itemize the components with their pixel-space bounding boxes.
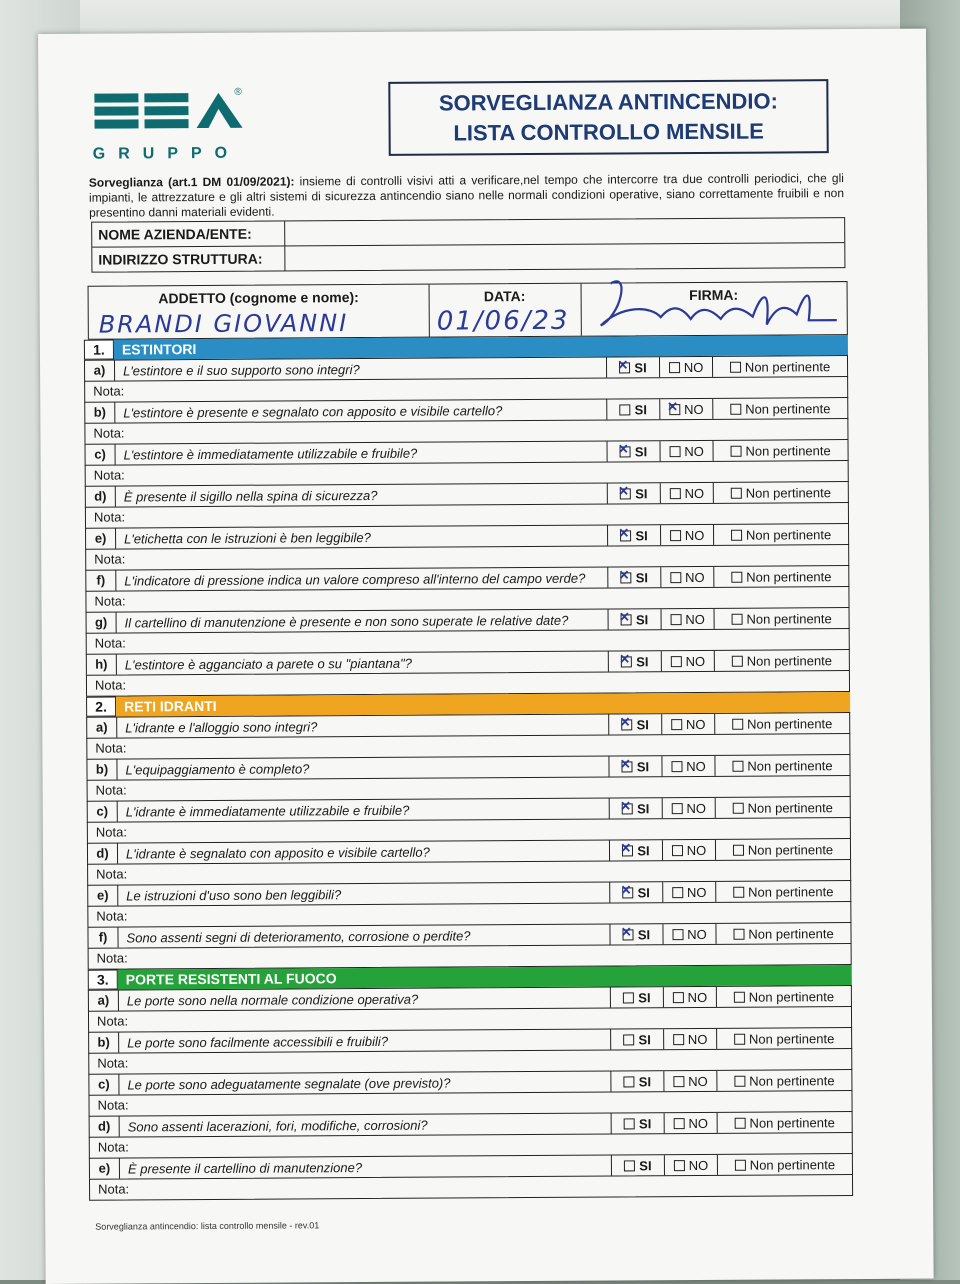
item-question: L'estintore è presente e segnalato con apposito e visibile cartello? [123,402,503,420]
option-label: NO [686,884,707,900]
checkbox-icon[interactable] [731,529,742,540]
checkbox-icon[interactable] [672,929,683,940]
option-label: SI [639,1157,652,1173]
checked-box-icon[interactable] [623,929,634,940]
nota-row[interactable]: Nota: [85,586,849,612]
form-sheet [38,29,934,1284]
option-label: SI [637,884,650,900]
checked-box-icon[interactable] [623,887,634,898]
option-si[interactable] [609,924,662,944]
option-np[interactable] [713,482,848,503]
company-name-label: NOME AZIENDA/ENTE: [92,221,285,246]
option-label: SI [638,989,651,1005]
option-label: Non pertinente [748,925,834,942]
title-line-1: SORVEGLIANZA ANTINCENDIO: [438,88,778,116]
option-label: SI [636,716,649,732]
checkbox-icon[interactable] [669,362,680,373]
option-np[interactable] [715,839,850,860]
checkbox-icon[interactable] [730,445,741,456]
intro-text: insieme di controlli visivi atti a verificare,nel tempo che intercorre tra due controlli periodici, che gli impianti, le attrezzature e gli altri sistemi di sicurezza antincendio siano nelle normali condizioni operative, siano correttamente fruibili e non presentino danni materiali evidenti. [88,171,845,220]
option-np[interactable] [714,713,849,734]
option-si[interactable] [609,840,662,860]
checkbox-icon[interactable] [623,992,634,1003]
checked-box-icon[interactable] [621,614,632,625]
option-label: Non pertinente [749,1114,835,1131]
firma-label: FIRMA: [689,286,739,304]
option-si[interactable] [607,525,660,545]
option-no[interactable] [663,1029,716,1049]
item-question: È presente il sigillo nella spina di sicurezza? [123,487,378,504]
addetto-table [88,281,848,340]
checked-box-icon[interactable] [621,656,632,667]
checked-box-icon[interactable] [619,362,630,373]
item-letter: e) [88,886,118,906]
checkbox-icon[interactable] [734,1033,745,1044]
data-cell[interactable] [429,284,582,337]
checkbox-icon[interactable] [670,530,681,541]
option-no[interactable] [661,756,714,776]
data-handwritten: 01/06/23 [436,305,570,337]
option-label: Non pertinente [746,652,833,669]
section-title: RETI IDRANTI [116,692,850,716]
intro-paragraph [89,171,844,221]
item-question: L'idrante e l'alloggio sono integri? [125,718,318,735]
item-question: L'estintore è agganciato a parete o su "piantana"? [124,655,412,672]
option-si[interactable] [610,1029,663,1049]
nota-row[interactable]: Nota: [86,670,850,697]
section-title: ESTINTORI [114,335,848,359]
nota-row[interactable]: Nota: [87,859,851,885]
option-label: SI [637,842,650,858]
checkbox-icon[interactable] [734,1117,745,1128]
checkbox-icon[interactable] [731,487,742,498]
item-letter: c) [86,445,116,465]
section-number: 1. [84,340,114,360]
item-letter: a) [89,991,119,1011]
nota-row[interactable]: Nota: [84,376,848,402]
item-letter: e) [86,529,116,549]
option-no[interactable] [659,441,712,461]
checkbox-icon[interactable] [733,844,744,855]
addetto-cell[interactable] [89,285,430,339]
option-no[interactable] [661,651,714,671]
option-no[interactable] [660,525,713,545]
option-no[interactable] [662,924,715,944]
checkbox-icon[interactable] [730,403,741,414]
company-address-row [92,243,844,272]
item-question: L'estintore è immediatamente utilizzabile e fruibile? [123,445,418,462]
item-letter: e) [90,1159,120,1179]
item-question: Sono assenti segni di deterioramento, corrosione o perdite? [126,927,471,945]
option-label: NO [685,653,706,669]
option-label: NO [688,1073,708,1089]
option-label: SI [634,359,647,375]
item-letter: g) [87,613,117,633]
option-np[interactable] [717,1154,852,1175]
option-no[interactable] [663,1071,716,1091]
checkbox-icon[interactable] [673,1076,684,1087]
form-title [388,79,828,156]
option-si[interactable] [608,714,661,734]
option-label: NO [684,401,704,417]
nota-row[interactable]: Nota: [89,1174,853,1201]
checkbox-icon[interactable] [672,845,683,856]
option-label: Non pertinente [745,526,832,543]
item-letter: a) [85,361,115,381]
checkbox-icon[interactable] [732,718,743,729]
option-label: Non pertinente [745,484,831,501]
option-label: Non pertinente [748,1030,835,1047]
option-np[interactable] [716,1028,851,1049]
option-np[interactable] [715,923,850,944]
option-label: SI [635,527,648,543]
nota-row[interactable]: Nota: [87,901,851,927]
section-number: 2. [86,697,116,717]
option-label: Non pertinente [745,442,831,459]
option-label: NO [687,1031,708,1047]
nota-row[interactable]: Nota: [84,418,848,444]
option-np[interactable] [712,356,847,377]
option-si[interactable] [608,609,661,629]
option-label: SI [635,611,649,627]
option-no[interactable] [664,1155,717,1175]
checkbox-icon[interactable] [671,761,682,772]
item-letter: d) [88,844,118,864]
option-np[interactable] [713,566,848,587]
checkbox-icon[interactable] [674,1160,685,1171]
option-label: Non pertinente [746,610,832,627]
option-label: NO [685,611,705,627]
option-label: NO [685,569,705,585]
option-si[interactable] [607,441,660,461]
option-label: Non pertinente [746,568,832,585]
title-line-2: LISTA CONTROLLO MENSILE [453,118,764,146]
nota-row[interactable]: Nota: [85,544,849,570]
option-no[interactable] [661,609,714,629]
section-number: 3. [88,970,118,990]
option-label: SI [636,758,650,774]
option-si[interactable] [608,756,661,776]
item-letter: b) [85,403,115,423]
option-label: SI [638,1115,652,1131]
item-letter: h) [87,655,117,675]
item-letter: b) [87,760,117,780]
checkbox-icon[interactable] [731,571,742,582]
checkbox-icon[interactable] [624,1160,635,1171]
checkbox-icon[interactable] [670,572,681,583]
checkbox-icon[interactable] [731,613,742,624]
data-label: DATA: [483,288,526,305]
option-label: NO [686,758,706,774]
item-question: Il cartellino di manutenzione è presente e non sono superate le relative date? [124,612,569,630]
option-np[interactable] [712,440,847,461]
checked-box-icon[interactable] [621,572,632,583]
nota-row[interactable]: Nota: [87,775,851,801]
nota-row[interactable]: Nota: [88,943,852,970]
item-letter: f) [88,928,118,948]
item-question: Le istruzioni d'uso sono ben leggibili? [126,886,342,903]
company-table [91,217,845,273]
company-address-field[interactable] [285,243,844,270]
addetto-label: ADDETTO (cognome e nome): [158,289,359,307]
option-label: NO [687,926,707,942]
option-np[interactable] [716,986,851,1007]
item-question: Sono assenti lacerazioni, fori, modifiche, corrosioni? [127,1117,428,1134]
option-label: Non pertinente [747,841,834,858]
item-letter: d) [86,487,116,507]
nota-row[interactable]: Nota: [88,1048,852,1074]
option-label: NO [686,800,707,816]
checkbox-icon[interactable] [671,803,682,814]
option-no[interactable] [662,798,715,818]
checkbox-icon[interactable] [733,886,744,897]
nota-row[interactable]: Nota: [89,1132,853,1158]
option-label: Non pertinente [748,883,834,900]
option-np[interactable] [714,608,849,629]
option-si[interactable] [606,399,659,419]
option-label: NO [688,1115,708,1131]
checked-box-icon[interactable] [620,446,631,457]
checked-box-icon[interactable] [620,530,631,541]
checkbox-icon[interactable] [673,1118,684,1129]
option-label: NO [685,716,706,732]
nota-row[interactable]: Nota: [88,1090,852,1116]
nota-row[interactable]: Nota: [86,733,850,759]
option-si[interactable] [608,651,661,671]
option-label: NO [688,1157,709,1173]
item-question: L'indicatore di pressione indica un valore compreso all'interno del campo verde? [124,570,586,588]
checkbox-icon[interactable] [669,446,680,457]
item-letter: b) [89,1033,119,1053]
option-label: Non pertinente [747,799,833,816]
option-si[interactable] [609,882,662,902]
item-letter: c) [88,802,118,822]
nota-row[interactable]: Nota: [88,1006,852,1032]
firma-cell[interactable] [581,282,847,336]
option-si[interactable] [606,357,659,377]
footer: Sorveglianza antincendio: lista controllo mensile - rev.01 [95,1220,320,1232]
option-label: SI [637,926,651,942]
checkbox-icon[interactable] [673,1034,684,1045]
option-np[interactable] [712,398,847,419]
nota-row[interactable]: Nota: [87,817,851,843]
option-label: SI [637,800,650,816]
company-address-label: INDIRIZZO STRUTTURA: [92,246,285,271]
item-question: L'etichetta con le istruzioni è ben leggibile? [124,529,371,546]
option-si[interactable] [611,1113,664,1133]
item-letter: c) [89,1075,119,1095]
option-label: Non pertinente [749,1072,835,1089]
option-np[interactable] [713,524,848,545]
checkbox-icon[interactable] [671,656,682,667]
checkbox-icon[interactable] [670,488,681,499]
item-question: L'idrante è immediatamente utilizzabile e fruibile? [125,802,410,819]
checkbox-icon[interactable] [624,1076,635,1087]
option-label: Non pertinente [748,988,835,1005]
option-si[interactable] [607,567,660,587]
addetto-handwritten: BRANDI GIOVANNI [98,309,349,339]
option-label: NO [684,527,705,543]
logo-text: GRUPPO [92,144,241,163]
nota-row[interactable]: Nota: [85,460,849,486]
option-si[interactable] [607,483,660,503]
option-label: SI [635,569,649,585]
option-label: SI [634,401,647,417]
checkbox-icon[interactable] [671,719,682,730]
checked-box-icon[interactable] [622,761,633,772]
checkbox-icon[interactable] [734,991,745,1002]
item-question: L'idrante è segnalato con apposito e visibile cartello? [125,844,430,861]
checked-box-icon[interactable] [622,719,633,730]
registered-mark: ® [234,86,242,98]
option-no[interactable] [664,1113,717,1133]
item-letter: d) [90,1117,120,1137]
checkbox-icon[interactable] [670,614,681,625]
checklist [84,335,853,1201]
option-label: Non pertinente [745,400,831,417]
option-label: SI [638,1031,651,1047]
checkbox-icon[interactable] [730,361,741,372]
nota-row[interactable]: Nota: [85,502,849,528]
checked-box-icon[interactable] [622,803,633,814]
option-si[interactable] [610,987,663,1007]
option-np[interactable] [716,1070,851,1091]
option-np[interactable] [717,1112,852,1133]
item-question: L'equipaggiamento è completo? [125,760,310,777]
option-no[interactable] [663,987,716,1007]
checked-box-icon[interactable] [669,404,680,415]
option-no[interactable] [662,882,715,902]
item-letter: a) [87,718,117,738]
option-label: Non pertinente [744,358,831,375]
checkbox-icon[interactable] [623,1034,634,1045]
intro-bold: Sorveglianza (art.1 DM 01/09/2021): [88,174,295,190]
checkbox-icon[interactable] [673,992,684,1003]
option-label: SI [638,1073,652,1089]
item-question: Le porte sono adeguatamente segnalate (ove previsto)? [127,1075,451,1092]
item-question: Le porte sono facilmente accessibili e fruibili? [127,1033,389,1050]
option-label: NO [684,443,704,459]
option-no[interactable] [660,483,713,503]
checkbox-icon[interactable] [734,1075,745,1086]
option-np[interactable] [715,881,850,902]
checkbox-icon[interactable] [672,887,683,898]
option-label: NO [684,485,705,501]
section-title: PORTE RESISTENTI AL FUOCO [118,965,852,989]
nota-row[interactable]: Nota: [86,628,850,654]
option-np[interactable] [714,650,849,671]
option-label: NO [683,359,704,375]
checkbox-icon[interactable] [620,404,631,415]
checkbox-icon[interactable] [733,928,744,939]
option-si[interactable] [609,798,662,818]
option-si[interactable] [611,1155,664,1175]
checkbox-icon[interactable] [624,1118,635,1129]
checked-box-icon[interactable] [622,845,633,856]
option-label: Non pertinente [747,757,833,774]
checkbox-icon[interactable] [732,760,743,771]
option-np[interactable] [714,755,849,776]
option-label: SI [634,443,648,459]
checkbox-icon[interactable] [733,802,744,813]
checkbox-icon[interactable] [732,655,743,666]
option-no[interactable] [660,567,713,587]
checked-box-icon[interactable] [620,488,631,499]
option-no[interactable] [662,840,715,860]
item-question: L'estintore e il suo supporto sono integri? [123,361,360,378]
option-si[interactable] [610,1071,663,1091]
company-name-field[interactable] [285,218,844,245]
item-letter: f) [86,571,116,591]
option-np[interactable] [715,797,850,818]
option-label: Non pertinente [747,715,833,732]
option-no[interactable] [659,357,712,377]
option-label: SI [635,485,648,501]
option-label: Non pertinente [749,1156,836,1173]
option-label: SI [636,653,649,669]
item-question: Le porte sono nella normale condizione operativa? [126,991,419,1008]
option-no[interactable] [659,399,712,419]
option-no[interactable] [661,714,714,734]
option-label: NO [687,989,708,1005]
option-label: NO [686,842,707,858]
item-question: È presente il cartellino di manutenzione? [127,1159,363,1176]
checkbox-icon[interactable] [735,1159,746,1170]
